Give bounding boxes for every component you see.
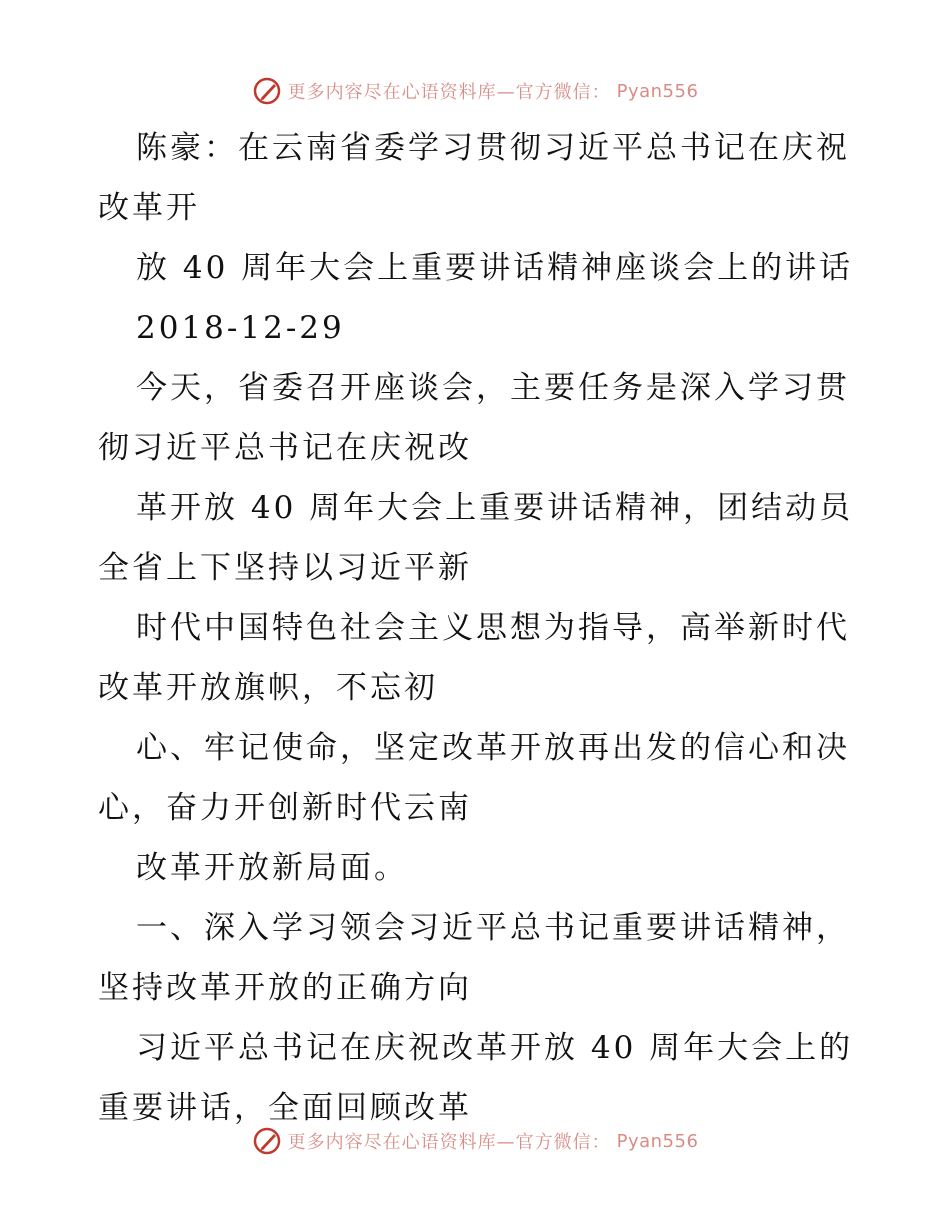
footer-watermark xyxy=(0,1124,950,1158)
paragraph-line: 心，奋力开创新时代云南 xyxy=(98,790,472,826)
paragraph-line: 时代中国特色社会主义思想为指导，高举新时代 xyxy=(136,610,850,646)
paragraph-line: 今天，省委召开座谈会，主要任务是深入学习贯 xyxy=(136,370,850,406)
quill-pen-seal-icon xyxy=(252,76,282,106)
paragraph-line: 革开放 40 周年大会上重要讲话精神，团结动员 xyxy=(136,490,854,526)
title-line-1: 陈豪：在云南省委学习贯彻习近平总书记在庆祝 xyxy=(136,130,850,166)
paragraph-line: 全省上下坚持以习近平新 xyxy=(98,550,472,586)
header-watermark xyxy=(0,74,950,108)
watermark-text: 更多内容尽在心语资料库—官方微信： xyxy=(287,82,611,103)
date-line: 2018-12-29 xyxy=(136,310,345,346)
watermark-wechat-id: Pyan556 xyxy=(616,80,699,102)
paragraph-line: 重要讲话，全面回顾改革 xyxy=(98,1090,472,1126)
title-line-2: 改革开 xyxy=(98,190,200,226)
paragraph-line: 习近平总书记在庆祝改革开放 40 周年大会上的 xyxy=(136,1030,854,1066)
paragraph-line: 改革开放旗帜，不忘初 xyxy=(98,670,438,706)
document-body xyxy=(98,118,858,1138)
section-heading-line-1: 一、深入学习领会习近平总书记重要讲话精神， xyxy=(136,910,850,946)
paragraph-line: 彻习近平总书记在庆祝改 xyxy=(98,430,472,466)
watermark-wechat-id: Pyan556 xyxy=(616,1130,699,1152)
watermark-text: 更多内容尽在心语资料库—官方微信： xyxy=(287,1132,611,1153)
paragraph-line: 改革开放新局面。 xyxy=(136,850,408,886)
title-line-3: 放 40 周年大会上重要讲话精神座谈会上的讲话 xyxy=(136,250,854,286)
quill-pen-seal-icon xyxy=(252,1126,282,1156)
section-heading-line-2: 坚持改革开放的正确方向 xyxy=(98,970,472,1006)
paragraph-line: 心、牢记使命，坚定改革开放再出发的信心和决 xyxy=(136,730,850,766)
